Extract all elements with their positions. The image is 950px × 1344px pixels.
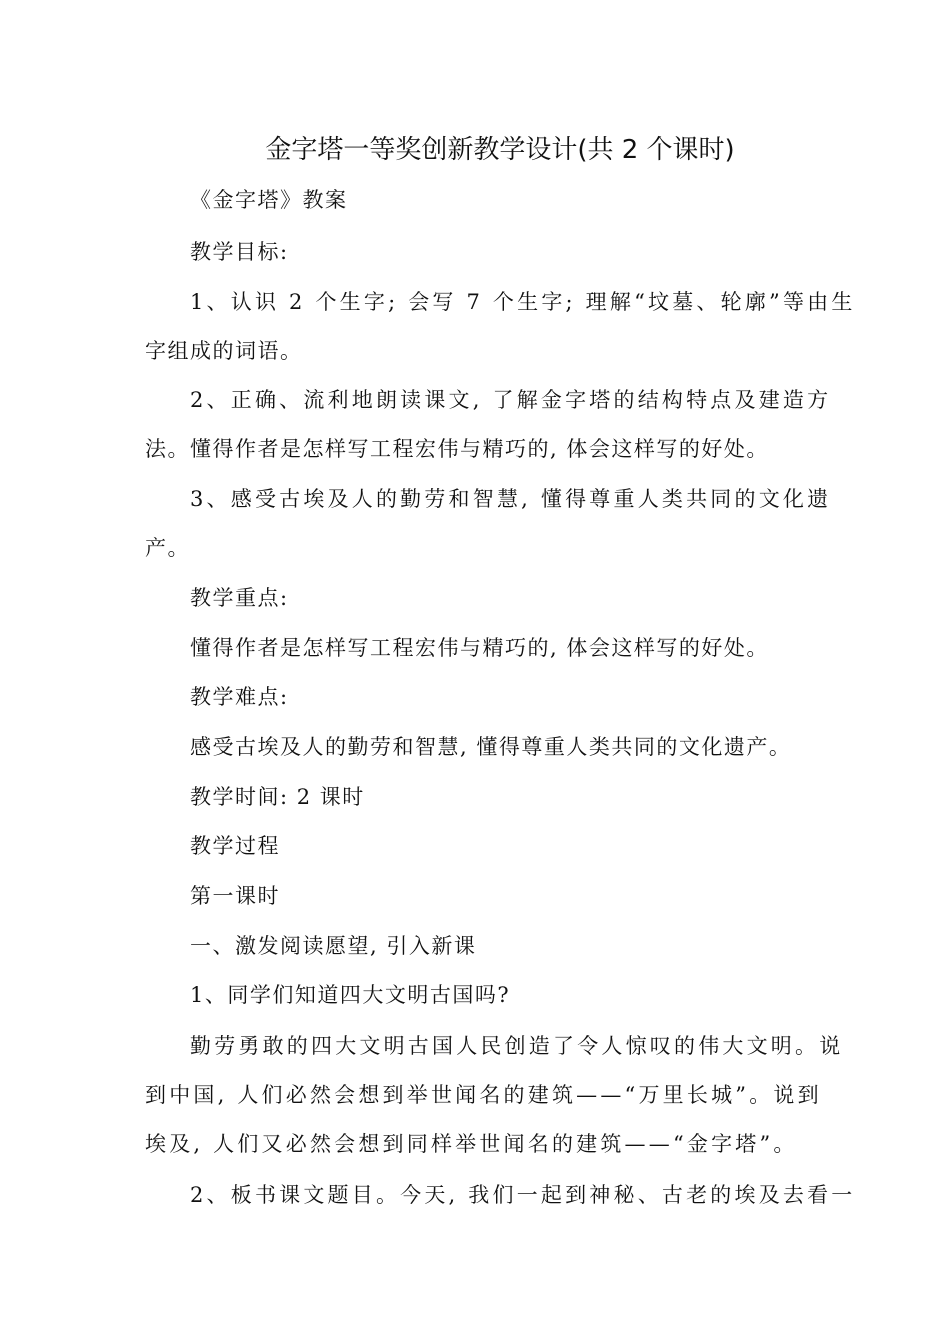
- paragraph-objective-3-cont: 产。: [145, 536, 190, 560]
- paragraph-objective-2-cont: 法。懂得作者是怎样写工程宏伟与精巧的, 体会这样写的好处。: [145, 437, 769, 461]
- paragraph-question-1: 1、同学们知道四大文明古国吗?: [190, 983, 511, 1007]
- paragraph-civilizations-cont-2: 埃及, 人们又必然会想到同样举世闻名的建筑——“金字塔”。: [145, 1132, 798, 1156]
- paragraph-difficulties-heading: 教学难点:: [190, 685, 289, 709]
- paragraph-objective-1-cont: 字组成的词语。: [145, 339, 303, 363]
- paragraph-civilizations: 勤劳勇敢的四大文明古国人民创造了令人惊叹的伟大文明。说: [190, 1034, 844, 1058]
- paragraph-objective-1: 1、认识 2 个生字; 会写 7 个生字; 理解“坟墓、轮廓”等由生: [190, 290, 856, 314]
- paragraph-first-lesson: 第一课时: [190, 884, 280, 908]
- paragraph-key-points-heading: 教学重点:: [190, 586, 289, 610]
- paragraph-key-points: 懂得作者是怎样写工程宏伟与精巧的, 体会这样写的好处。: [190, 636, 769, 660]
- paragraph-teaching-time: 教学时间: 2 课时: [190, 785, 365, 809]
- document-title: 金字塔一等奖创新教学设计(共 2 个课时): [265, 135, 735, 165]
- paragraph-section-1: 一、激发阅读愿望, 引入新课: [190, 934, 477, 958]
- paragraph-blackboard: 2、板书课文题目。今天, 我们一起到神秘、古老的埃及去看一: [190, 1183, 856, 1207]
- paragraph-lesson-plan-heading: 《金字塔》教案: [190, 188, 348, 212]
- paragraph-objectives-heading: 教学目标:: [190, 240, 289, 264]
- paragraph-objective-3: 3、感受古埃及人的勤劳和智慧, 懂得尊重人类共同的文化遗: [190, 487, 832, 511]
- paragraph-difficulties: 感受古埃及人的勤劳和智慧, 懂得尊重人类共同的文化遗产。: [190, 735, 792, 759]
- paragraph-process-heading: 教学过程: [190, 834, 280, 858]
- paragraph-civilizations-cont-1: 到中国, 人们必然会想到举世闻名的建筑——“万里长城”。说到: [145, 1083, 822, 1107]
- paragraph-objective-2: 2、正确、流利地朗读课文, 了解金字塔的结构特点及建造方: [190, 388, 832, 412]
